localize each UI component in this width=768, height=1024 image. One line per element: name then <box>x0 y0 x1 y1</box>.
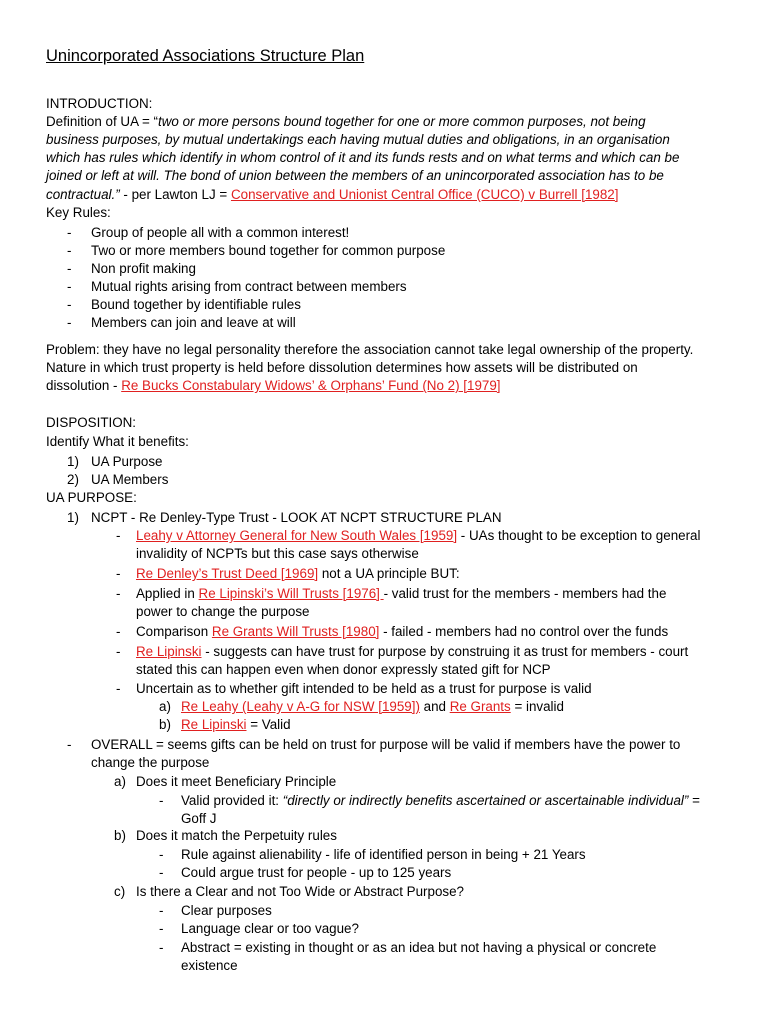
bullet-dash: - <box>159 865 164 880</box>
goff-j: Goff J <box>181 811 217 826</box>
denley-line <box>136 565 460 583</box>
dissolution-text: dissolution - <box>46 378 122 393</box>
problem-line-2: Nature in which trust property is held before dissolution determines how assets will be distributed on <box>46 360 638 375</box>
applied-note: - valid trust for the members - members had the <box>383 586 667 601</box>
case-link-re-lipinski[interactable]: Re Lipinski <box>181 717 247 732</box>
and-text: and <box>419 699 450 714</box>
bullet-dash: - <box>159 847 164 862</box>
benefit-item: UA Members <box>91 472 169 487</box>
key-rule-item: Group of people all with a common interest! <box>91 225 350 240</box>
valid-quote: “directly or indirectly benefits ascertained or ascertainable individual” <box>282 793 689 808</box>
list-letter: a) <box>114 774 126 789</box>
introduction-heading: INTRODUCTION: <box>46 96 153 111</box>
ncpt-item: NCPT - Re Denley-Type Trust - LOOK AT NCPT STRUCTURE PLAN <box>91 510 502 525</box>
definition-line-4: joined or left at will. The bond of union between the members of an unincorporated association has to be <box>46 168 664 183</box>
valid-provided-line <box>181 792 700 810</box>
denley-note: not a UA principle BUT: <box>318 566 460 581</box>
key-rule-item: Members can join and leave at will <box>91 315 296 330</box>
benefit-item: UA Purpose <box>91 454 163 469</box>
case-link-re-leahy[interactable]: Re Leahy (Leahy v A-G for NSW [1959]) <box>181 699 420 714</box>
clear-purpose-item: Language clear or too vague? <box>181 921 359 936</box>
bullet-dash: - <box>116 566 121 581</box>
bullet-dash: - <box>67 737 72 752</box>
bullet-dash: - <box>116 681 121 696</box>
overall-line-cont: change the purpose <box>91 755 210 770</box>
definition-end: contractual.” <box>46 187 120 202</box>
leahy-note-cont: invalidity of NCPTs but this case says otherwise <box>136 546 419 561</box>
invalid-text: = invalid <box>510 699 564 714</box>
bullet-dash: - <box>159 793 164 808</box>
key-rule-item: Bound together by identifiable rules <box>91 297 301 312</box>
ua-purpose-heading: UA PURPOSE: <box>46 490 137 505</box>
definition-line-2: business purposes, by mutual undertakings each having mutual duties and obligations, in an organisation <box>46 132 670 147</box>
valid-equals: = <box>688 793 700 808</box>
bullet-dash: - <box>67 297 72 312</box>
bullet-dash: - <box>116 586 121 601</box>
key-rule-item: Mutual rights arising from contract between members <box>91 279 407 294</box>
valid-text: = Valid <box>246 717 291 732</box>
per-lawton: - per Lawton LJ = <box>119 187 231 202</box>
valid-line <box>181 716 291 734</box>
key-rule-item: Non profit making <box>91 261 196 276</box>
case-link-lipinski[interactable]: Re Lipinski <box>136 644 202 659</box>
applied-note-cont: power to change the purpose <box>136 604 310 619</box>
list-number: 2) <box>67 472 79 487</box>
valid-prefix: Valid provided it: <box>181 793 283 808</box>
comparison-prefix: Comparison <box>136 624 212 639</box>
list-letter: a) <box>159 699 171 714</box>
key-rules-heading: Key Rules: <box>46 205 111 220</box>
invalid-line <box>181 698 564 716</box>
clear-purpose-item-cont: existence <box>181 958 238 973</box>
definition-line-3: which has rules which identify in whom control of it and its funds rests and on what terms and which can be <box>46 150 680 165</box>
perpetuity-item: Rule against alienability - life of identified person in being + 21 Years <box>181 847 586 862</box>
bullet-dash: - <box>67 261 72 276</box>
list-letter: b) <box>114 828 126 843</box>
identify-benefits: Identify What it benefits: <box>46 434 189 449</box>
leahy-note: - UAs thought to be exception to general <box>457 528 701 543</box>
case-link-denley[interactable]: Re Denley’s Trust Deed [1969] <box>136 566 319 581</box>
leahy-line <box>136 527 700 545</box>
case-link-re-grants[interactable]: Re Grants <box>449 699 511 714</box>
bullet-dash: - <box>116 528 121 543</box>
case-link-bucks[interactable]: Re Bucks Constabulary Widows’ & Orphans’ Fund (No 2) [1979] <box>121 378 501 393</box>
definition-text: two or more persons bound together for one or more common purposes, not being <box>158 114 646 129</box>
problem-line-1: Problem: they have no legal personality therefore the association cannot take legal ownership of the property. <box>46 342 694 357</box>
perpetuity-item: Could argue trust for people - up to 125 years <box>181 865 452 880</box>
list-number: 1) <box>67 510 79 525</box>
list-letter: b) <box>159 717 171 732</box>
lipinski-line <box>136 643 688 661</box>
clear-purpose-item: Clear purposes <box>181 903 272 918</box>
definition-line-1 <box>46 113 646 131</box>
overall-line: OVERALL = seems gifts can be held on trust for purpose will be valid if members have the power to <box>91 737 681 752</box>
bullet-dash: - <box>67 243 72 258</box>
disposition-heading: DISPOSITION: <box>46 415 137 430</box>
bullet-dash: - <box>67 225 72 240</box>
bullet-dash: - <box>159 940 164 955</box>
bullet-dash: - <box>116 624 121 639</box>
problem-line-3 <box>46 377 501 395</box>
bullet-dash: - <box>116 644 121 659</box>
uncertain-line: Uncertain as to whether gift intended to be held as a trust for purpose is valid <box>136 681 592 696</box>
bullet-dash: - <box>67 279 72 294</box>
question-clear-purpose: Is there a Clear and not Too Wide or Abstract Purpose? <box>136 884 465 899</box>
bullet-dash: - <box>159 921 164 936</box>
question-beneficiary: Does it meet Beneficiary Principle <box>136 774 337 789</box>
bullet-dash: - <box>159 903 164 918</box>
document-title: Unincorporated Associations Structure Plan <box>46 47 365 65</box>
list-letter: c) <box>114 884 126 899</box>
case-link-cuco[interactable]: Conservative and Unionist Central Office (CUCO) v Burrell [1982] <box>230 187 619 202</box>
lipinski-note-cont: stated this can happen even when donor expressly stated gift for NCP <box>136 662 551 677</box>
lipinski-note: - suggests can have trust for purpose by construing it as trust for members - court <box>201 644 689 659</box>
case-link-grants-will[interactable]: Re Grants Will Trusts [1980] <box>211 624 380 639</box>
comparison-line <box>136 623 668 641</box>
clear-purpose-item: Abstract = existing in thought or as an idea but not having a physical or concrete <box>181 940 657 955</box>
bullet-dash: - <box>67 315 72 330</box>
definition-prefix: Definition of UA = “ <box>46 114 159 129</box>
key-rule-item: Two or more members bound together for common purpose <box>91 243 446 258</box>
comparison-note: - failed - members had no control over the funds <box>379 624 669 639</box>
list-number: 1) <box>67 454 79 469</box>
applied-prefix: Applied in <box>136 586 199 601</box>
question-perpetuity: Does it match the Perpetuity rules <box>136 828 337 843</box>
case-link-lipinski-will[interactable]: Re Lipinski’s Will Trusts [1976] <box>198 586 384 601</box>
applied-line <box>136 585 666 603</box>
case-link-leahy[interactable]: Leahy v Attorney General for New South Wales [1959] <box>136 528 458 543</box>
definition-line-5 <box>46 186 618 204</box>
